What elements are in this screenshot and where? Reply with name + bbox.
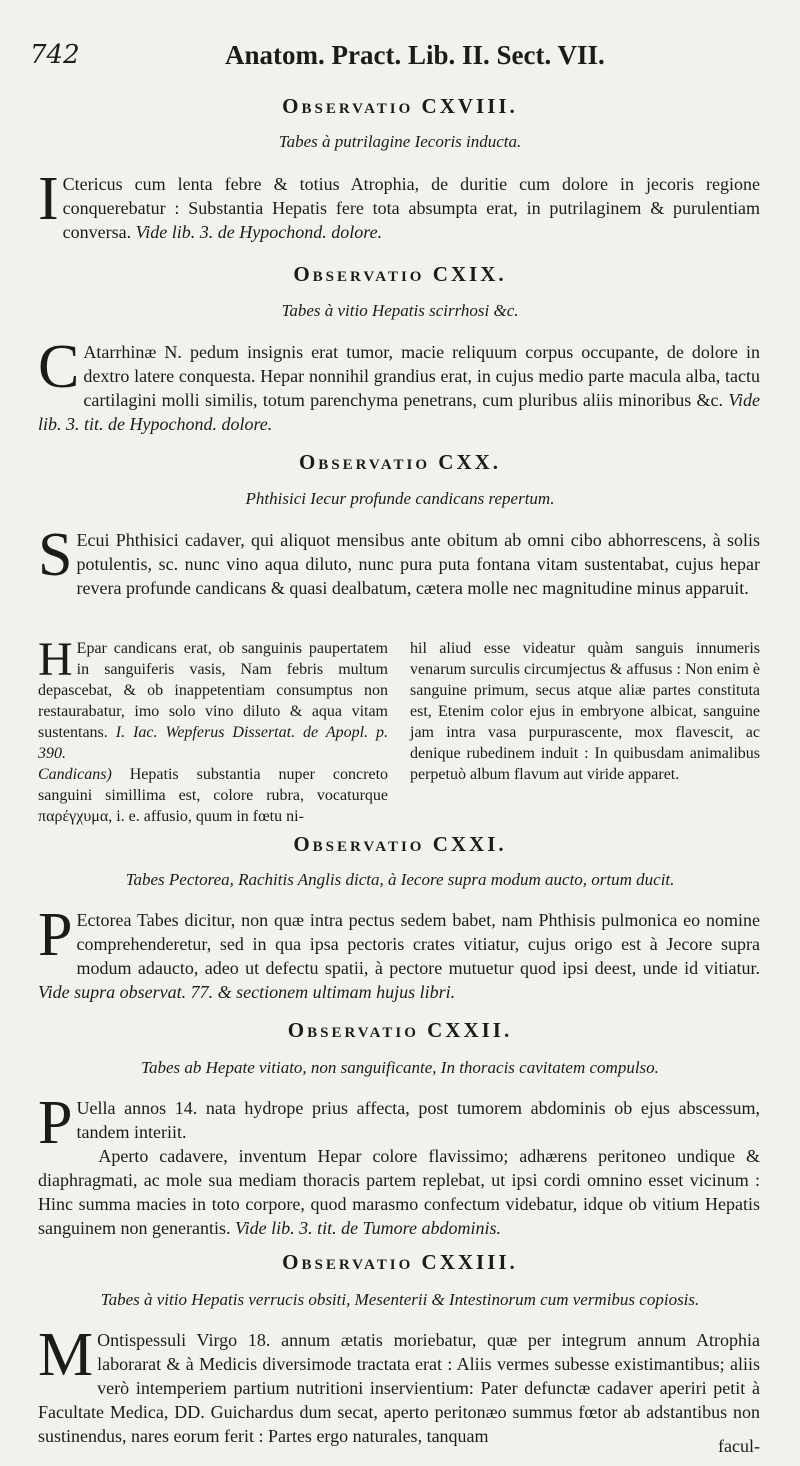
commentary-lemma: Candicans) bbox=[38, 766, 112, 783]
catchword: facul- bbox=[718, 1436, 760, 1456]
commentary-left-column bbox=[38, 633, 389, 827]
observation-text bbox=[38, 1089, 761, 1240]
drop-capital: H bbox=[38, 633, 73, 686]
paragraph-body: Uella annos 14. nata hydrope prius affecta, post tumorem abdominis ob ejus abscessum, tandem interiit. bbox=[76, 1098, 760, 1142]
running-head: Anatom. Pract. Lib. II. Sect. VII. bbox=[225, 40, 605, 70]
cross-reference: Vide supra observat. 77. & sectionem ultimam hujus libri. bbox=[38, 982, 456, 1002]
commentary-text: hil aliud esse videatur quàm sanguis innumeris venarum surculis circumjectus & affusus : Non enim è sanguine primum, secus atque aliæ partes constituta est, Etenim color ejus in embryone albicat, sanguine jam intra vasa purpurascente, mox flavescit, ac denique rubedinem induit : In quibusdam animalibus perpetuò album flavum aut viride apparet. bbox=[410, 640, 760, 783]
drop-capital: P bbox=[38, 1089, 73, 1157]
observation-subtitle: Tabes Pectorea, Rachitis Anglis dicta, à Iecore supra modum aucto, ortum ducit. bbox=[125, 870, 675, 889]
observation-subtitle: Tabes à putrilagine Iecoris inducta. bbox=[278, 132, 522, 151]
commentary-text: Epar candicans erat, ob sanguinis paupertatem in sanguiferis vasis, Nam febris multum depascebat, & ob inappetentiam consumptus non restaurabatur, imo solo vino diluto & aqua vitam sustentans. bbox=[38, 640, 388, 741]
paragraph-body: Ecui Phthisici cadaver, qui aliquot mensibus ante obitum ab omni cibo abhorrescens, à solis potulentis, sc. nunc vino aqua diluto, nunc pura puta fontana vitam sustentabat, cujus hepar revera profunde candicans & quasi dealbatum, cætera molle nec magnitudine minus apparuit. bbox=[76, 530, 760, 598]
drop-capital: C bbox=[38, 333, 80, 401]
paragraph-body: Atarrhinæ N. pedum insignis erat tumor, macie reliquum corpus occupante, de dolore in dextro latere conquesta. Hepar nonnihil grandius erat, in cujus medio parte macula alba, tactu cartilagini molli similis, totum parenchyma penetrans, cum pluribus aliis minoribus &c. bbox=[83, 342, 760, 410]
drop-capital: P bbox=[38, 901, 73, 969]
paragraph-body: Ontispessuli Virgo 18. annum ætatis moriebatur, quæ per integrum annum Atrophia laborarat & à Medicis diversimode tractata erat : Aliis vermes subesse existimantibus; aliis verò intemperiem partium nutritioni inservientium: Pater defunctæ cadaver aperiri petit à Facultate Medica, DD. Guichardus dum secat, aperto peritonæo summus fœtor ab adstantibus non sustinendus, nares eorum ferit : Partes ergo naturales, tanquam bbox=[38, 1330, 760, 1446]
drop-capital: S bbox=[38, 521, 73, 589]
observation-text bbox=[38, 333, 760, 436]
paragraph-body: Ctericus cum lenta febre & totius Atrophia, de duritie cum dolore in jecoris regione conquerebatur : Substantia Hepatis fere tota absumpta erat, in putrilaginem & purulentiam conversa. bbox=[62, 174, 760, 242]
drop-capital: M bbox=[38, 1321, 94, 1389]
observation-text bbox=[38, 901, 760, 1004]
observation-subtitle: Tabes à vitio Hepatis verrucis obsiti, Mesenterii & Intestinorum cum vermibus copiosis. bbox=[100, 1290, 700, 1309]
observation-title: Observatio CXXII. bbox=[287, 1018, 513, 1042]
observation-text bbox=[38, 521, 760, 600]
observation-title: Observatio CXXIII. bbox=[282, 1250, 518, 1274]
observation-title: Observatio CXIX. bbox=[293, 262, 507, 286]
paragraph-body: Aperto cadavere, inventum Hepar colore flavissimo; adhærens peritoneo undique & diaphragmati, ac mole sua mediam thoracis partem replebat, ut ipsi cordi omnino esset vicinum : Hinc summa macies in toto corpore, quod marasmo confectum videbatur, idque ob vitium Hepatis sanguinem non generantis. bbox=[38, 1146, 761, 1238]
paragraph-body: Ectorea Tabes dicitur, non quæ intra pectus sedem babet, nam Phthisis pulmonica eo nomine comprehenderetur, sed in qua ipsa pectoris crates vitiatur, cujus origo est à Jecore supra modum adaucto, adeo ut defectu spatii, à pectore mutuetur quod ipsi deest, unde id vitiatur. bbox=[76, 910, 760, 978]
observation-subtitle: Tabes à vitio Hepatis scirrhosi &c. bbox=[281, 301, 519, 320]
cross-reference: Vide lib. 3. de Hypochond. dolore. bbox=[135, 222, 383, 242]
observation-text bbox=[38, 165, 760, 244]
cross-reference: Vide lib. 3. tit. de Tumore abdominis. bbox=[234, 1218, 501, 1238]
observation-title: Observatio CXX. bbox=[298, 450, 502, 474]
observation-text bbox=[38, 1321, 760, 1448]
observation-title: Observatio CXXI. bbox=[293, 832, 507, 856]
page-header bbox=[0, 40, 800, 80]
cross-reference: Vide lib. 3. tit. de Hypochond. dolore. bbox=[38, 390, 760, 434]
drop-capital: I bbox=[38, 165, 59, 233]
cross-reference: I. Iac. Wepferus Dissertat. de Apopl. p. 390. bbox=[38, 724, 389, 762]
observation-title: Observatio CXVIII. bbox=[282, 94, 518, 118]
commentary-text: Hepatis substantia nuper concreto sanguini simillima est, colore rubra, vocaturque παρέγχυμα, i. e. affusio, quum in fœtu ni- bbox=[38, 766, 389, 825]
page-number: 742 bbox=[30, 40, 80, 70]
commentary-right-column bbox=[410, 638, 760, 785]
observation-subtitle: Phthisici Iecur profunde candicans repertum. bbox=[245, 489, 555, 508]
observation-subtitle: Tabes ab Hepate vitiato, non sanguificante, In thoracis cavitatem compulso. bbox=[141, 1058, 659, 1077]
